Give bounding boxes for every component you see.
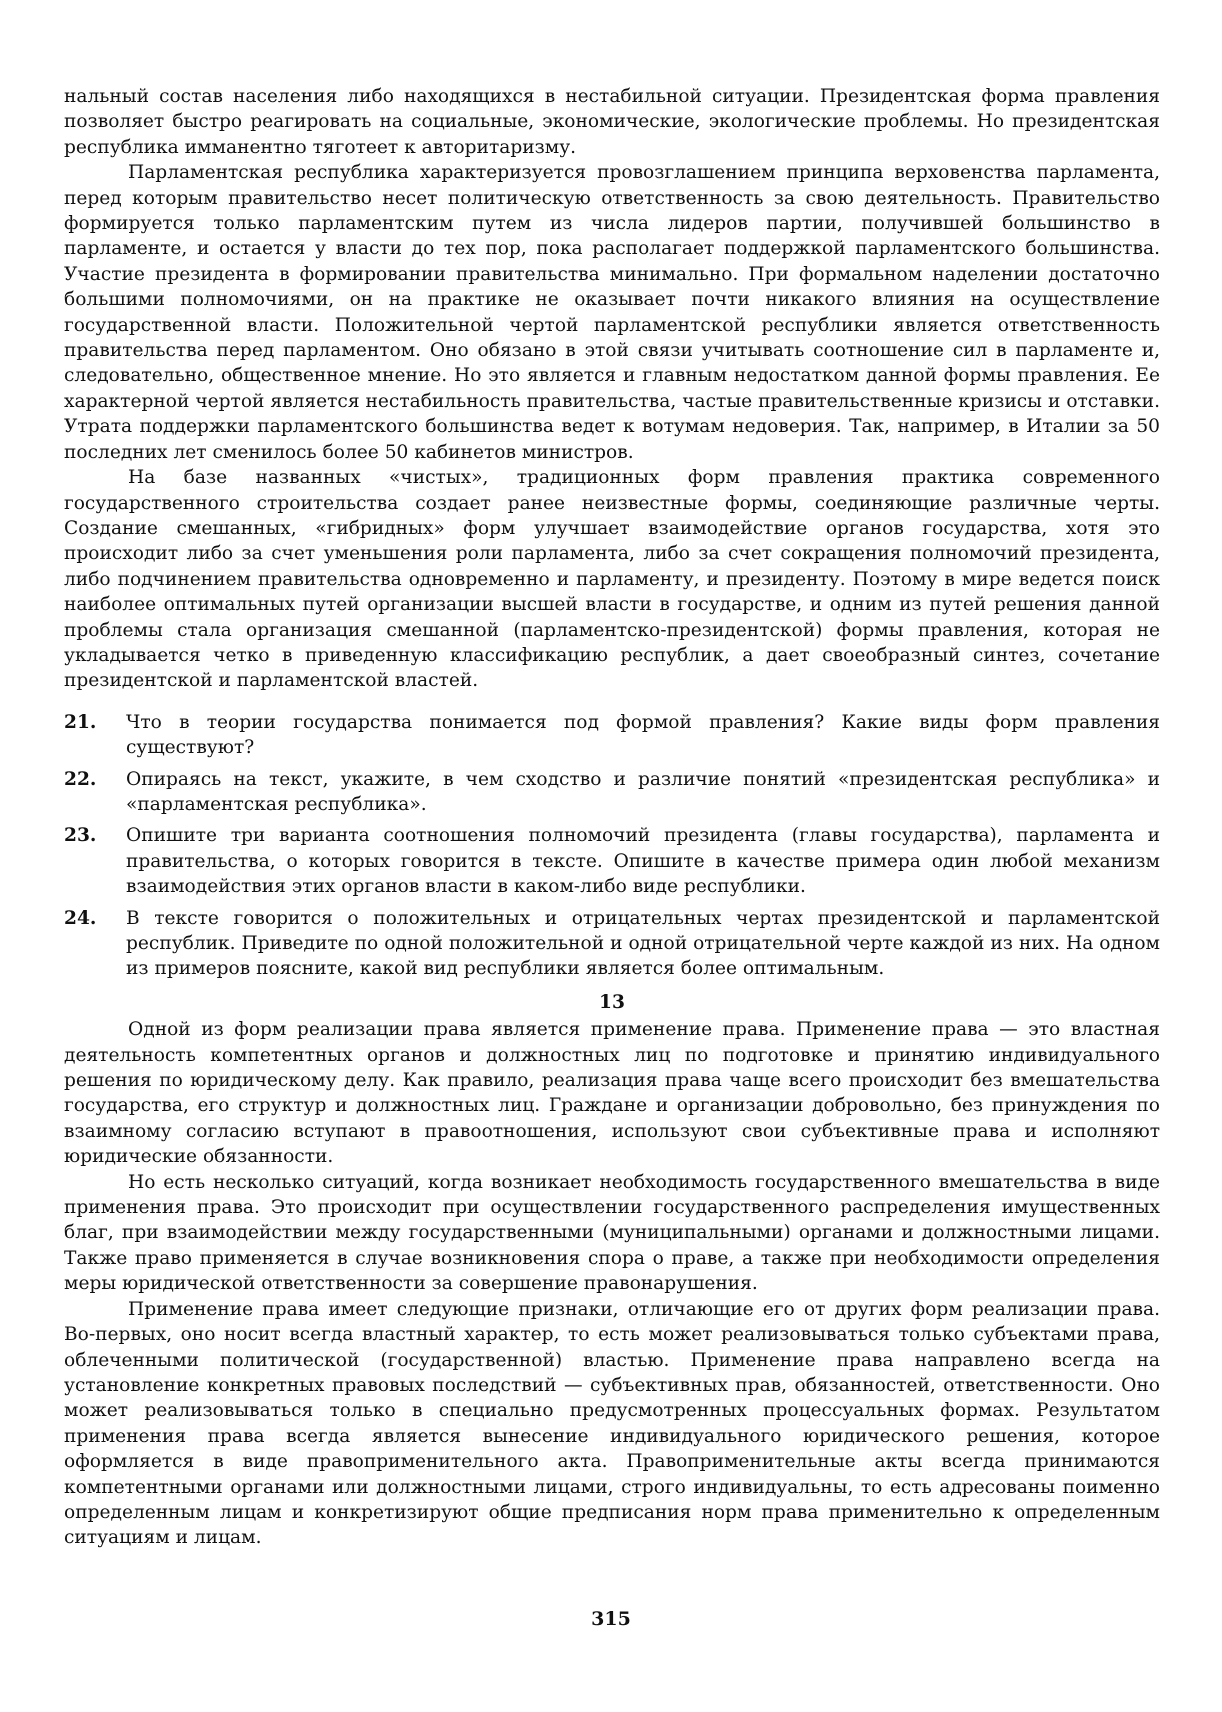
question-text: Что в теории государства понимается под формой правления? Какие виды форм правления существуют? — [126, 711, 1160, 759]
question-text: Опишите три варианта соотношения полномочий президента (главы государства), парламента и правительства, о которых говорится в тексте. Опишите в качестве примера один любой механизм взаимодействия этих органов власти в каком-либо виде республики. — [126, 825, 1160, 898]
question-number: 21. — [64, 711, 97, 733]
question-list — [64, 710, 1160, 982]
paragraph-law-application: Одной из форм реализации права является применение права. Применение права — это властная деятельность компетентных органов и должностных лиц по подготовке и принятию индивидуального решения по юридическому делу. Как правило, реализация права чаще всего происходит без вмешательства государства, его структур и должностных лиц. Граждане и организации добровольно, без принуждения по взаимному согласию вступают в правоотношения, используют свои субъективные права и исполняют юридические обязанности. — [64, 1019, 1160, 1168]
question-item — [64, 823, 1160, 899]
question-number: 22. — [64, 768, 97, 790]
question-number: 23. — [64, 825, 97, 847]
paragraph-features: Применение права имеет следующие признаки, отличающие его от других форм реализации права. Во-первых, оно носит всегда властный характер, то есть может реализовываться только субъектами права, облеченными политической (государственной) властью. Применение права направлено всегда на установление конкретных правовых последствий — субъективных прав, обязанностей, ответственности. Оно может реализовываться только в специально предусмотренных процессуальных формах. Результатом применения права всегда является вынесение индивидуального юридического решения, которое оформляется в виде правоприменительного акта. Правоприменительные акты всегда принимаются компетентными органами или должностными лицами, строго индивидуальны, то есть адресованы поименно определенным лицам и конкретизируют общие предписания норм права применительно к определенным ситуациям и лицам. — [64, 1298, 1160, 1549]
paragraph-mixed-forms: На базе названных «чистых», традиционных форм правления практика современного государственного строительства создает ранее неизвестные формы, соединяющие различные черты. Создание смешанных, «гибридных» форм улучшает взаимодействие органов государства, хотя это происходит либо за счет уменьшения роли парламента, либо за счет сокращения полномочий президента, либо подчинением правительства одновременно и парламенту, и президенту. Поэтому в мире ведется поиск наиболее оптимальных путей организации высшей власти в государстве, и одним из путей решения данной проблемы стала организация смешанной (парламентско-президентской) формы правления, которая не укладывается четко в приведенную классификацию республик, а дает своеобразный синтез, сочетание президентской и парламентской властей. — [64, 467, 1160, 692]
section-heading: 13 — [599, 991, 625, 1013]
question-number: 24. — [64, 907, 97, 929]
paragraph-continued: нальный состав населения либо находящихся в нестабильной ситуации. Президентская форма правления позволяет быстро реагировать на социальные, экономические, экологические проблемы. Но президентская республика имманентно тяготеет к авторитаризму. — [64, 86, 1160, 158]
question-item — [64, 710, 1160, 761]
paragraph-parliamentary-republic: Парламентская республика характеризуется провозглашением принципа верховенства парламента, перед которым правительство несет политическую ответственность за свою деятельность. Правительство формируется только парламентским путем из числа лидеров партии, получившей большинство в парламенте, и остается у власти до тех пор, пока располагает поддержкой парламентского большинства. Участие президента в формировании правительства минимально. При формальном наделении достаточно большими полномочиями, он на практике не оказывает почти никакого влияния на осуществление государственной власти. Положительной чертой парламентской республики является ответственность правительства перед парламентом. Оно обязано в этой связи учитывать соотношение сил в парламенте и, следовательно, общественное мнение. Но это является и главным недостатком данной формы правления. Ее характерной чертой является нестабильность правительства, частые правительственные кризисы и отставки. Утрата поддержки парламентского большинства ведет к вотумам недоверия. Так, например, в Италии за 50 последних лет сменилось более 50 кабинетов министров. — [64, 162, 1160, 463]
question-text: Опираясь на текст, укажите, в чем сходство и различие понятий «президентская республика» и «парламентская республика». — [126, 768, 1160, 815]
page-number: 315 — [591, 1608, 631, 1630]
question-item — [64, 767, 1160, 818]
question-text: В тексте говорится о положительных и отрицательных чертах президентской и парламентской республик. Приведите по одной положительной и одной отрицательной черте каждой из них. На одном из примеров поясните, какой вид республики является более оптимальным. — [126, 907, 1160, 980]
question-item — [64, 906, 1160, 982]
paragraph-state-intervention: Но есть несколько ситуаций, когда возникает необходимость государственного вмешательства в виде применения права. Это происходит при осуществлении государственного распределения имущественных благ, при взаимодействии между государственными (муниципальными) органами и должностными лицами. Также право применяется в случае возникновения спора о праве, а также при необходимости определения меры юридической ответственности за совершение правонарушения. — [64, 1171, 1160, 1295]
page-body — [64, 84, 1160, 1551]
